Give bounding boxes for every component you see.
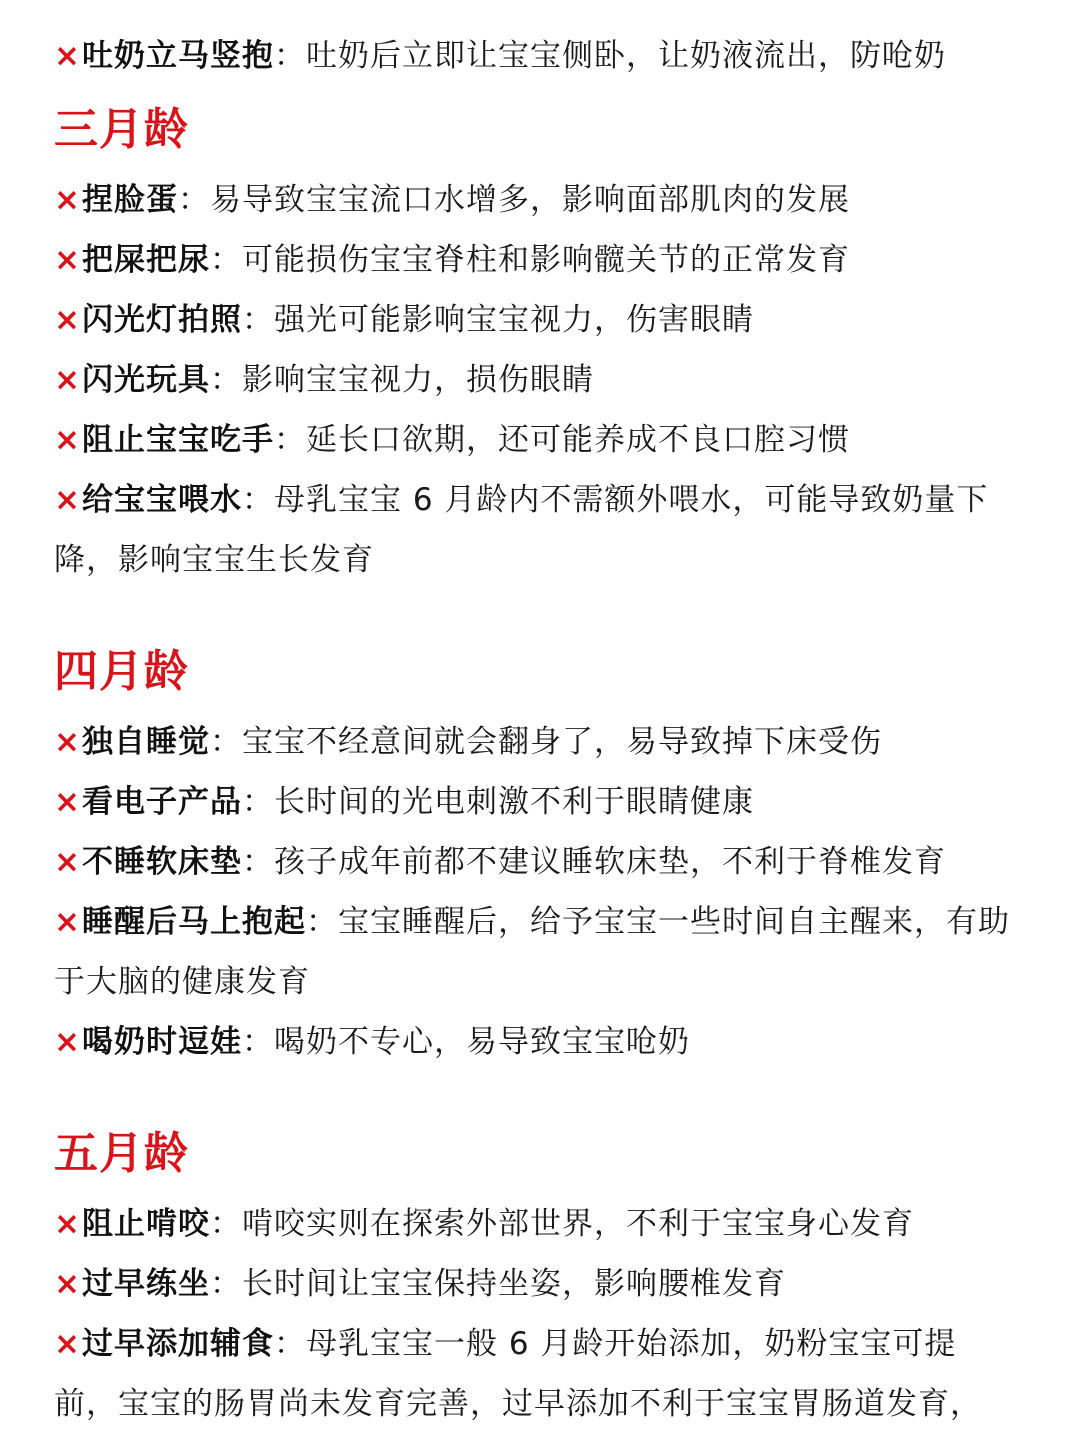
- list-item: ×给宝宝喂水：母乳宝宝 6 月龄内不需额外喂水，可能导致奶量下降，影响宝宝生长发育: [54, 482, 989, 578]
- item-term: 阻止啃咬: [81, 1206, 210, 1242]
- item-term: 不睡软床垫: [81, 844, 242, 880]
- cross-icon: ×: [54, 182, 81, 218]
- list-item: ×独自睡觉：宝宝不经意间就会翻身了，易导致掉下床受伤: [54, 724, 882, 760]
- list-item: ×闪光玩具：影响宝宝视力，损伤眼睛: [54, 362, 594, 398]
- section-three-months: [54, 100, 1020, 590]
- item-term: 吐奶立马竖抱: [81, 38, 274, 74]
- item-term: 给宝宝喂水: [81, 482, 242, 518]
- item-desc: 强光可能影响宝宝视力，伤害眼睛: [273, 302, 754, 338]
- list-item: ×捏脸蛋：易导致宝宝流口水增多，影响面部肌肉的发展: [54, 182, 850, 218]
- item-desc: 影响宝宝视力，损伤眼睛: [241, 362, 594, 398]
- list-item: ×睡醒后马上抱起：宝宝睡醒后，给予宝宝一些时间自主醒来，有助于大脑的健康发育: [54, 904, 1010, 1000]
- item-term: 把屎把尿: [81, 242, 210, 278]
- section-five-months: [54, 1124, 1020, 1434]
- list-item: ×吐奶立马竖抱：吐奶后立即让宝宝侧卧，让奶液流出，防呛奶: [54, 38, 946, 74]
- list-item: ×阻止宝宝吃手：延长口欲期，还可能养成不良口腔习惯: [54, 422, 850, 458]
- item-term: 看电子产品: [81, 784, 242, 820]
- cross-icon: ×: [54, 844, 81, 880]
- item-term: 捏脸蛋: [81, 182, 178, 218]
- list-item: ×喝奶时逗娃：喝奶不专心，易导致宝宝呛奶: [54, 1024, 690, 1060]
- list-item: ×过早添加辅食：母乳宝宝一般 6 月龄开始添加，奶粉宝宝可提前，宝宝的肠胃尚未发育完善，过早添加不利于宝宝胃肠道发育，: [54, 1326, 982, 1422]
- item-desc: 长时间的光电刺激不利于眼睛健康: [273, 784, 754, 820]
- list-item: ×不睡软床垫：孩子成年前都不建议睡软床垫，不利于脊椎发育: [54, 844, 946, 880]
- cross-icon: ×: [54, 1266, 81, 1302]
- section-title: 三月龄: [54, 104, 189, 155]
- list-item: ×阻止啃咬：啃咬实则在探索外部世界，不利于宝宝身心发育: [54, 1206, 914, 1242]
- cross-icon: ×: [54, 1206, 81, 1242]
- section-four-months: [54, 642, 1020, 1072]
- section-continued: [54, 26, 1020, 86]
- item-desc: 吐奶后立即让宝宝侧卧，让奶液流出，防呛奶: [305, 38, 946, 74]
- section-title: 五月龄: [54, 1128, 189, 1179]
- item-term: 闪光灯拍照: [81, 302, 242, 338]
- cross-icon: ×: [54, 1024, 81, 1060]
- item-term: 喝奶时逗娃: [81, 1024, 242, 1060]
- item-term: 阻止宝宝吃手: [81, 422, 274, 458]
- cross-icon: ×: [54, 904, 81, 940]
- list-item: ×看电子产品：长时间的光电刺激不利于眼睛健康: [54, 784, 754, 820]
- item-desc: 宝宝睡醒后，给予宝宝一些时间自主醒来，有助于大脑的健康发育: [54, 904, 1010, 1000]
- item-desc: 喝奶不专心，易导致宝宝呛奶: [273, 1024, 690, 1060]
- cross-icon: ×: [54, 724, 81, 760]
- section-title: 四月龄: [54, 646, 189, 697]
- cross-icon: ×: [54, 784, 81, 820]
- item-desc: 易导致宝宝流口水增多，影响面部肌肉的发展: [209, 182, 850, 218]
- cross-icon: ×: [54, 242, 81, 278]
- cross-icon: ×: [54, 38, 81, 74]
- cross-icon: ×: [54, 482, 81, 518]
- item-desc: 母乳宝宝一般 6 月龄开始添加，奶粉宝宝可提前，宝宝的肠胃尚未发育完善，过早添加不利于宝宝胃肠道发育，: [54, 1326, 982, 1422]
- item-desc: 延长口欲期，还可能养成不良口腔习惯: [305, 422, 850, 458]
- cross-icon: ×: [54, 1326, 81, 1362]
- cross-icon: ×: [54, 302, 81, 338]
- item-desc: 啃咬实则在探索外部世界，不利于宝宝身心发育: [241, 1206, 914, 1242]
- item-desc: 母乳宝宝 6 月龄内不需额外喂水，可能导致奶量下降，影响宝宝生长发育: [54, 482, 989, 578]
- item-term: 睡醒后马上抱起: [81, 904, 306, 940]
- cross-icon: ×: [54, 422, 81, 458]
- item-term: 独自睡觉: [81, 724, 210, 760]
- cross-icon: ×: [54, 362, 81, 398]
- item-desc: 宝宝不经意间就会翻身了，易导致掉下床受伤: [241, 724, 882, 760]
- item-desc: 孩子成年前都不建议睡软床垫，不利于脊椎发育: [273, 844, 946, 880]
- item-term: 闪光玩具: [81, 362, 210, 398]
- list-item: ×闪光灯拍照：强光可能影响宝宝视力，伤害眼睛: [54, 302, 754, 338]
- list-item: ×把屎把尿：可能损伤宝宝脊柱和影响髋关节的正常发育: [54, 242, 850, 278]
- item-desc: 长时间让宝宝保持坐姿，影响腰椎发育: [241, 1266, 786, 1302]
- list-item: ×过早练坐：长时间让宝宝保持坐姿，影响腰椎发育: [54, 1266, 786, 1302]
- item-term: 过早练坐: [81, 1266, 210, 1302]
- item-desc: 可能损伤宝宝脊柱和影响髋关节的正常发育: [241, 242, 850, 278]
- item-term: 过早添加辅食: [81, 1326, 274, 1362]
